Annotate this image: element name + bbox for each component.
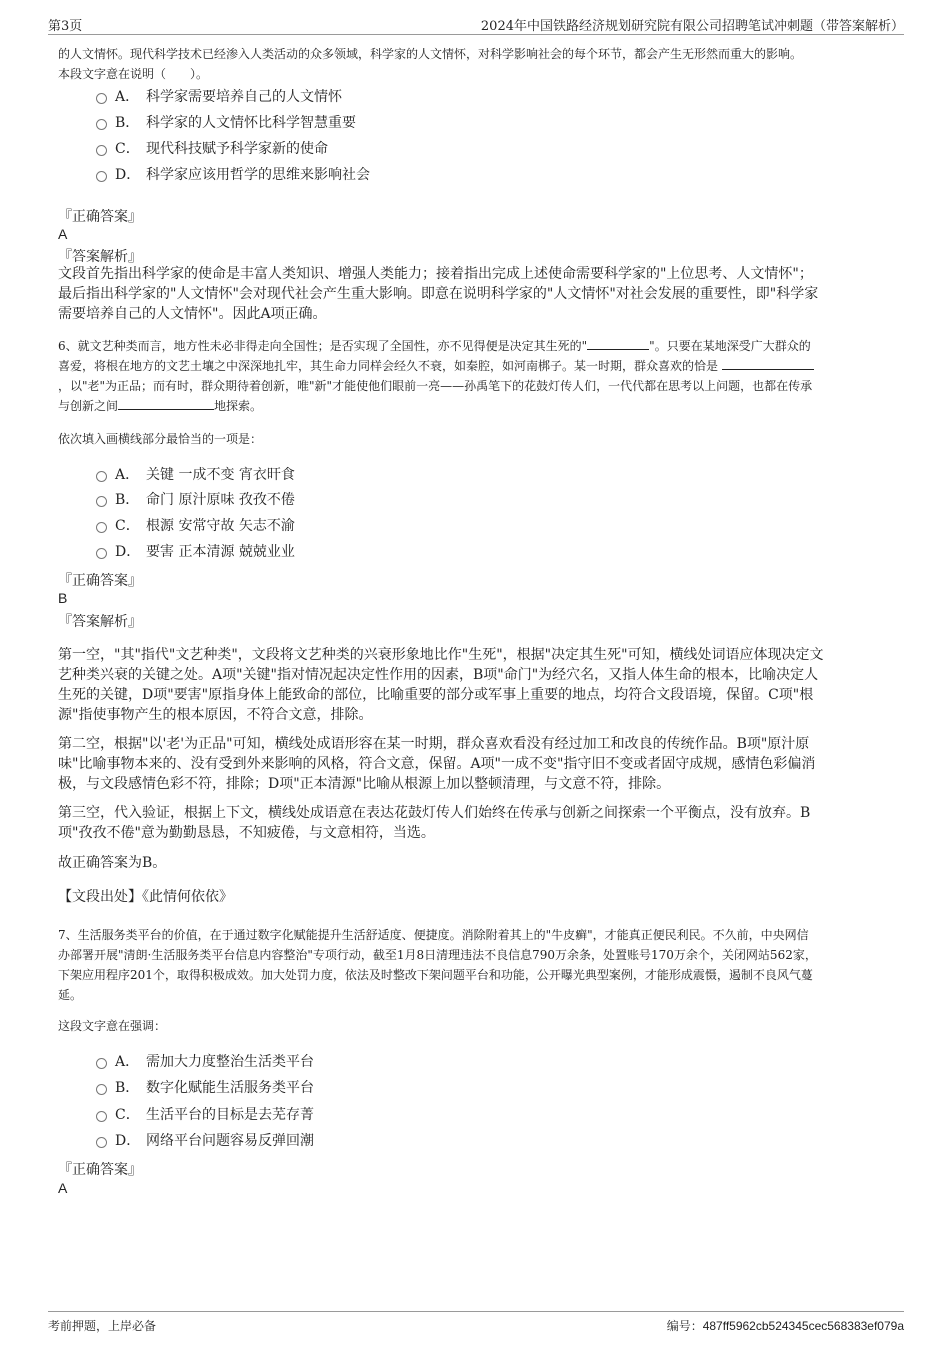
q7-question: 7、生活服务类平台的价值，在于通过数字化赋能提升生活舒适度、便捷度。消除附着其上的"牛皮癣"，才能真正便民利民。不久前，中央网信 办部署开展"清朗·生活服务类平台信息内容整治"专项行动，截至1月8日清理违法不良信息790万余条，处置账号170万余个，关闭网站562家， 下架应用程序201个，取得积极成效。加大处罚力度，依法及时整改下架问题平台和功能，公开曝光典型案例，才能形成震慑，遏制不良风气蔓 延。 — [58, 928, 817, 1002]
q6-option-b[interactable]: B． 命门 原汁原味 孜孜不倦 — [96, 489, 295, 511]
q7-option-b[interactable]: B． 数字化赋能生活服务类平台 — [96, 1077, 314, 1099]
radio-icon[interactable] — [96, 145, 107, 156]
document-title: 2024年中国铁路经济规划研究院有限公司招聘笔试冲刺题（带答案解析） — [480, 19, 904, 34]
q6-option-a[interactable]: A． 关键 一成不变 宵衣旰食 — [96, 464, 295, 486]
q7-option-a[interactable]: A． 需加大力度整治生活类平台 — [96, 1051, 314, 1073]
q5-option-b[interactable]: B． 科学家的人文情怀比科学智慧重要 — [96, 112, 356, 134]
q7-answer-label: 『正确答案』 — [58, 1162, 142, 1178]
q5-option-d[interactable]: D． 科学家应该用哲学的思维来影响社会 — [96, 164, 370, 186]
q7-prompt: 这段文字意在强调： — [58, 1019, 167, 1033]
page-header — [48, 12, 904, 35]
q6-answer: B — [58, 590, 68, 606]
blank-line — [118, 396, 214, 410]
radio-icon[interactable] — [96, 522, 107, 533]
radio-icon[interactable] — [96, 548, 107, 559]
q6-analysis-label: 『答案解析』 — [58, 614, 142, 630]
radio-icon[interactable] — [96, 119, 107, 130]
q5-analysis: 文段首先指出科学家的使命是丰富人类知识、增强人类能力；接着指出完成上述使命需要科学家的"上位思考、人文情怀"； 最后指出科学家的"人文情怀"会对现代社会产生重大影响。即意在说明科学家的"人文情怀"对社会发展的重要性，即"科学家 需要培养自己的人文情怀"。因此A项正确。 — [58, 266, 819, 322]
radio-icon[interactable] — [96, 171, 107, 182]
q5-text — [58, 44, 898, 84]
q6-analysis-para-1: 第一空，"其"指代"文艺种类"，文段将文艺种类的兴衰形象地比作"生死"，根据"决定其生死"可知，横线处词语应体现决定文 艺种类兴衰的关键之处。A项"关键"指对情况起决定性作用的因素，B项"命门"为经穴名，又指人体生命的根本，比喻决定人 生死的关键，D项"要害"原指身体上能致命的部位，比喻重要的部分或军事上重要的地点，均符合文段语境，保留。C项"根 源"指使事物产生的根本原因，不符合文意，排除。 — [58, 647, 824, 723]
radio-icon[interactable] — [96, 496, 107, 507]
q6-answer-label: 『正确答案』 — [58, 573, 142, 589]
q7-option-c[interactable]: C． 生活平台的目标是去芜存菁 — [96, 1104, 314, 1126]
source-label: 【文段出处】 — [58, 889, 142, 905]
blank-line — [587, 336, 649, 350]
q6-analysis-para-2: 第二空，根据"以'老'为正品"可知，横线处成语形容在某一时期，群众喜欢看没有经过加工和改良的传统作品。B项"原汁原 味"比喻事物本来的、没有受到外来影响的风格，符合文意，保留。A项"一成不变"指守旧不变或者固守成规，感情色彩偏消 极，与文段感情色彩不符，排除；D项"正本清源"比喻从根源上加以整顿清理，与文意不符，排除。 — [58, 736, 816, 792]
q5-text-line: 的人文情怀。现代科学技术已经渗入人类活动的众多领域，科学家的人文情怀，对科学影响社会的每个环节，都会产生无形然而重大的影响。 — [58, 47, 803, 61]
q6-option-d[interactable]: D． 要害 正本清源 兢兢业业 — [96, 541, 295, 563]
q6-analysis-para-3: 第三空，代入验证，根据上下文，横线处成语意在表达花鼓灯传人们始终在传承与创新之间探索一个平衡点，没有放弃。B 项"孜孜不倦"意为勤勤恳恳，不知疲倦，与文意相符，当选。 — [58, 805, 811, 841]
radio-icon[interactable] — [96, 1111, 107, 1122]
q6-conclusion: 故正确答案为B。 — [58, 855, 167, 871]
q5-option-c[interactable]: C． 现代科技赋予科学家新的使命 — [96, 138, 328, 160]
q7-answer: A — [58, 1180, 68, 1196]
q5-option-a[interactable]: A． 科学家需要培养自己的人文情怀 — [96, 86, 342, 108]
radio-icon[interactable] — [96, 1137, 107, 1148]
q6-source — [58, 887, 888, 907]
footer-slogan: 考前押题，上岸必备 — [48, 1319, 157, 1333]
q5-text-line: 本段文字意在说明（ ）。 — [58, 67, 209, 81]
source-title: 《此情何依依》 — [142, 889, 233, 905]
q6-option-c[interactable]: C． 根源 安常守故 矢志不渝 — [96, 515, 295, 537]
page-footer — [48, 1311, 904, 1333]
document-id: 编号：487ff5962cb524345cec568383ef079a — [666, 1319, 904, 1333]
q5-answer: A — [58, 226, 68, 242]
page-number: 第3页 — [48, 19, 83, 34]
radio-icon[interactable] — [96, 93, 107, 104]
q5-analysis-label: 『答案解析』 — [58, 249, 142, 265]
radio-icon[interactable] — [96, 1058, 107, 1069]
q6-prompt: 依次填入画横线部分最恰当的一项是： — [58, 432, 263, 446]
radio-icon[interactable] — [96, 1084, 107, 1095]
radio-icon[interactable] — [96, 471, 107, 482]
q7-option-d[interactable]: D． 网络平台问题容易反弹回潮 — [96, 1130, 314, 1152]
q6-question: 6、就文艺种类而言，地方性未必非得走向全国性；是否实现了全国性，亦不见得便是决定其生死的" "。只要在某地深受广大群众的 喜爱，将根在地方的文艺土壤之中深深地扎牢，其生命力同样会经久不衰，如秦腔，如河南梆子。某一时期，群众喜欢的恰是 ，以"老"为正品；而有时，群众期待着创新，唯"新"才能使他们眼前一亮——孙禹笔下的花鼓灯传人们，一代代都在思考以上问题，也都在传承 与创新之间 地探索。 — [58, 336, 898, 416]
blank-line — [722, 356, 814, 370]
q5-answer-label: 『正确答案』 — [58, 209, 142, 225]
